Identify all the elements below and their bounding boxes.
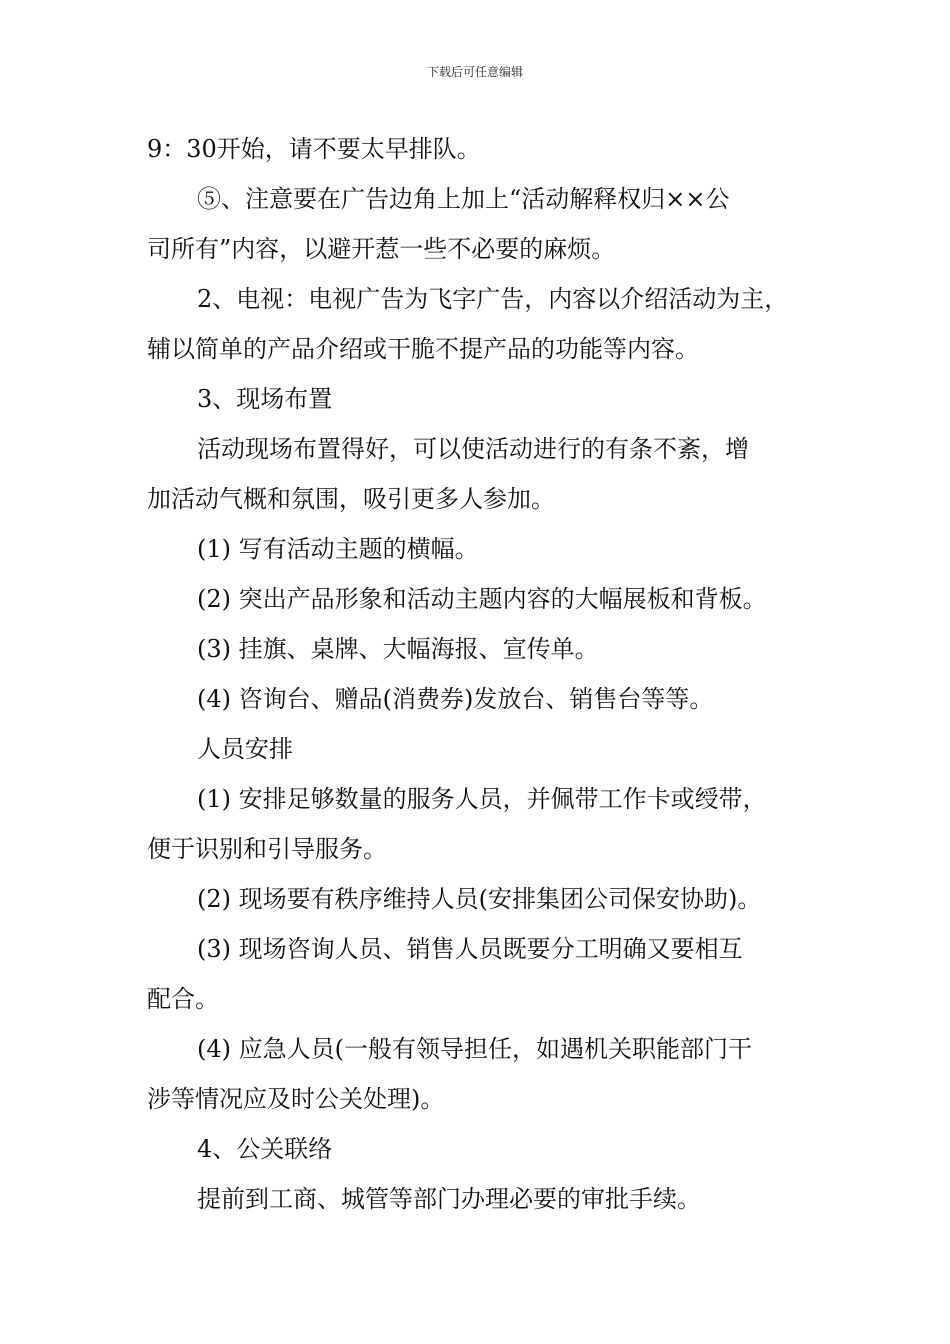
text-line: 9：30开始，请不要太早排队。 (147, 135, 481, 163)
text-line: 司所有”内容，以避开惹一些不必要的麻烦。 (147, 235, 616, 263)
text-line: 活动现场布置得好，可以使活动进行的有条不紊，增 (197, 435, 749, 463)
page-header: 下载后可任意编辑 (426, 65, 523, 79)
text-line: 加活动气概和氛围，吸引更多人参加。 (147, 485, 555, 513)
list-item: (3) 现场咨询人员、销售人员既要分工明确又要相互 (197, 935, 743, 963)
section-heading: 4、公关联络 (197, 1135, 333, 1163)
text-line: 涉等情况应及时公关处理)。 (147, 1085, 445, 1113)
list-item: (4) 咨询台、赠品(消费券)发放台、销售台等等。 (197, 685, 714, 713)
section-heading: 人员安排 (197, 735, 293, 763)
text-line: 提前到工商、城管等部门办理必要的审批手续。 (197, 1185, 701, 1213)
text-line: 配合。 (147, 985, 219, 1013)
text-line: 2、电视：电视广告为飞字广告，内容以介绍活动为主， (197, 285, 789, 313)
list-item: (1) 安排足够数量的服务人员，并佩带工作卡或绶带， (197, 785, 767, 813)
section-heading: 3、现场布置 (197, 385, 333, 413)
list-item: (2) 突出产品形象和活动主题内容的大幅展板和背板。 (197, 585, 767, 613)
text-line: 辅以简单的产品介绍或干脆不提产品的功能等内容。 (147, 335, 699, 363)
text-line: 便于识别和引导服务。 (147, 835, 387, 863)
text-line: ⑤、注意要在广告边角上加上“活动解释权归××公 (197, 185, 730, 213)
list-item: (2) 现场要有秩序维持人员(安排集团公司保安协助)。 (197, 885, 762, 913)
list-item: (3) 挂旗、桌牌、大幅海报、宣传单。 (197, 635, 599, 663)
list-item: (4) 应急人员(一般有领导担任，如遇机关职能部门干 (197, 1035, 752, 1063)
list-item: (1) 写有活动主题的横幅。 (197, 535, 479, 563)
